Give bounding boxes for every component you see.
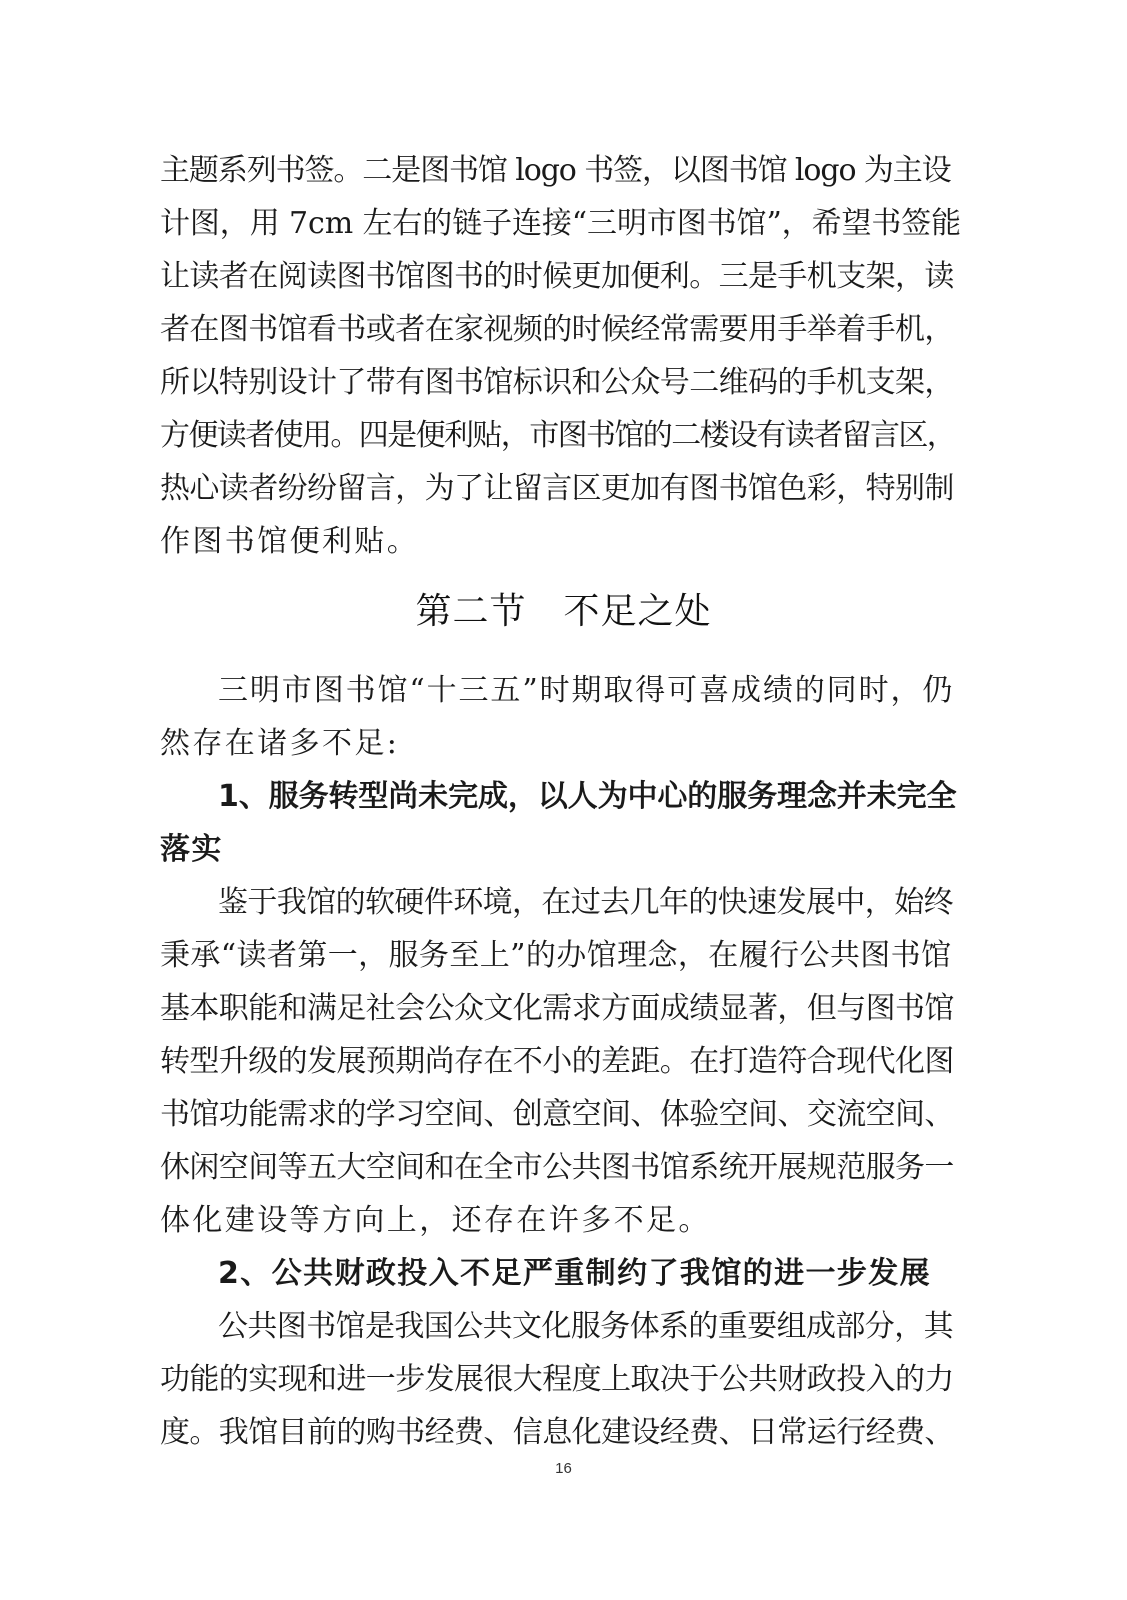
body-text-line: 让读者在阅读图书馆图书的时候更加便利。三是手机支架，读 [160, 259, 954, 294]
body-text-line: 作图书馆便利贴。 [160, 524, 420, 559]
body-text-line: 热心读者纷纷留言，为了让留言区更加有图书馆色彩，特别制 [160, 471, 954, 506]
body-text-line: 转型升级的发展预期尚存在不小的差距。在打造符合现代化图 [160, 1044, 954, 1079]
body-text-line: 所以特别设计了带有图书馆标识和公众号二维码的手机支架， [160, 365, 954, 400]
subheading-line: 落实 [160, 832, 223, 867]
body-text-line: 者在图书馆看书或者在家视频的时候经常需要用手举着手机， [160, 312, 954, 347]
body-text-line: 三明市图书馆“十三五”时期取得可喜成绩的同时，仍 [218, 673, 955, 708]
body-text-line: 基本职能和满足社会公众文化需求方面成绩显著，但与图书馆 [160, 991, 954, 1026]
body-text-line: 公共图书馆是我国公共文化服务体系的重要组成部分，其 [218, 1309, 953, 1344]
section-title: 第二节 不足之处 [415, 591, 712, 632]
body-text-line: 方便读者使用。四是便利贴，市图书馆的二楼设有读者留言区， [160, 418, 956, 453]
subheading-line: 1、服务转型尚未完成，以人为中心的服务理念并未完全 [218, 779, 957, 814]
page-number: 16 [555, 1460, 572, 1477]
body-text-line: 休闲空间等五大空间和在全市公共图书馆系统开展规范服务一 [160, 1150, 954, 1185]
body-text-line: 书馆功能需求的学习空间、创意空间、体验空间、交流空间、 [160, 1097, 954, 1132]
body-text-line: 秉承“读者第一，服务至上”的办馆理念，在履行公共图书馆 [160, 938, 952, 973]
body-text-line: 体化建设等方向上，还存在许多不足。 [160, 1203, 711, 1238]
body-text-line: 然存在诸多不足: [160, 726, 400, 761]
subheading-line: 2、公共财政投入不足严重制约了我馆的进一步发展 [218, 1256, 932, 1291]
body-text-line: 功能的实现和进一步发展很大程度上取决于公共财政投入的力 [160, 1362, 954, 1397]
body-text-line: 计图，用 7cm 左右的链子连接“三明市图书馆”，希望书签能 [160, 206, 962, 241]
body-text-line: 鉴于我馆的软硬件环境，在过去几年的快速发展中，始终 [218, 885, 953, 920]
body-text-line: 主题系列书签。二是图书馆 logo 书签，以图书馆 logo 为主设 [160, 153, 951, 188]
body-text-line: 度。我馆目前的购书经费、信息化建设经费、日常运行经费、 [160, 1415, 954, 1450]
